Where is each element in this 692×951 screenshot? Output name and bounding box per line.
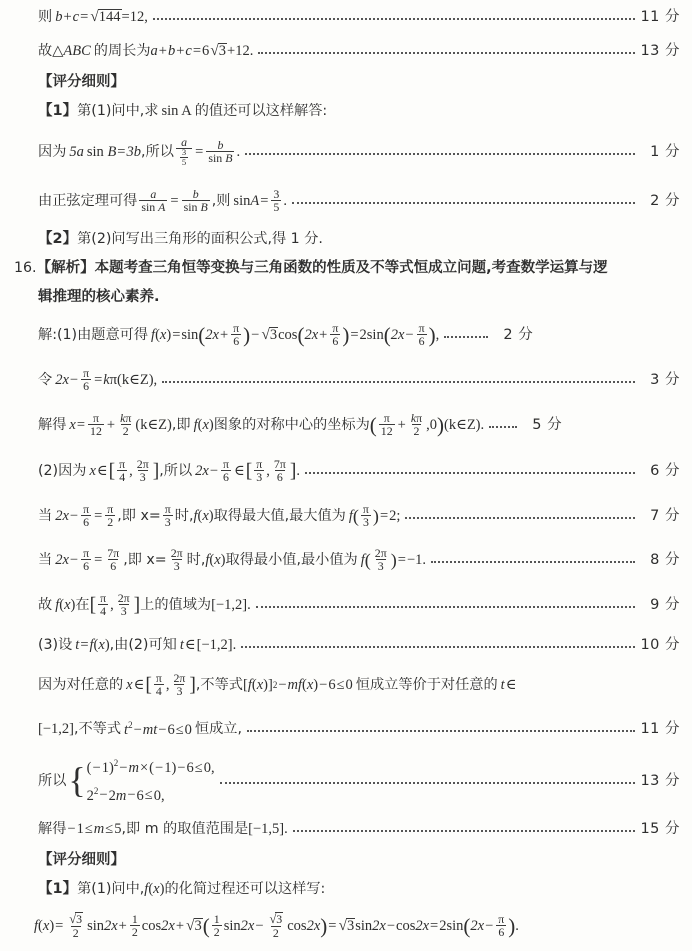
solution-line-7pts	[0, 494, 692, 538]
formula-x-value-min: $\frac{2\pi}{3}$	[170, 545, 183, 573]
expr-fx-b: f(x)	[144, 880, 165, 897]
points-label: 9 分	[650, 596, 680, 613]
text-by-law-of-sines: 由正弦定理可得	[38, 192, 138, 209]
punct-comma: ,	[139, 880, 145, 897]
formula-max-value: f ( $\frac{\pi}{3}$ ) = 2 ;	[348, 501, 401, 529]
line-prefix-ze: 则	[38, 8, 53, 25]
analysis-text-line2-row	[0, 282, 692, 312]
dot-leader	[220, 774, 635, 789]
formula-symmetry-center: x = $\frac{\pi}{12}$ + $\frac{k\pi}{2}$ (k∈Z)	[69, 410, 172, 438]
text-m-range: ,即 m 的取值范围是	[121, 820, 249, 837]
dot-leader	[292, 194, 635, 209]
dot-leader	[489, 418, 517, 432]
formula-t-equals-fx: t=f(x)	[75, 636, 110, 653]
text-therefore-4: 所以	[38, 772, 67, 789]
text-because: 因为	[38, 143, 67, 160]
points-label: 13 分	[640, 42, 680, 59]
punct-comma: ,	[188, 507, 194, 524]
text-part1-lead: (1)由题意可得	[56, 326, 149, 343]
punct-colon: :	[52, 326, 57, 343]
formula-law-of-sines: $\frac{a}{\text{sin A}}$ = $\frac{b}{\text{sin B}}$	[141, 186, 208, 214]
points-label: 6 分	[650, 462, 680, 479]
expr-fx-min: f(x)	[205, 551, 226, 568]
text-equivalent: 恒成立等价于对任意的	[355, 676, 498, 693]
points-label: 8 分	[650, 551, 680, 568]
value-m-range: [−1,5]	[248, 820, 285, 837]
text-let: 令	[38, 371, 53, 388]
text-when-suffix-2: 时	[186, 551, 201, 568]
answer-line-13pts	[0, 34, 692, 68]
solution-line-9pts: 故 f(x) 在 [ $\frac{\pi}{4}$ , $\frac{2\pi}{3}$ ] 上的值域为 [−1,2] . 9 分	[38, 590, 680, 618]
expr-fx-range: f(x)	[55, 596, 76, 613]
formula-t-range: t∈[−1,2].	[179, 636, 237, 653]
text-when-2: 当	[38, 551, 53, 568]
dot-leader	[247, 722, 635, 737]
formula-x-value-max: $\frac{\pi}{3}$	[164, 501, 171, 529]
solution-line-11pts	[0, 708, 692, 750]
text-solution: 解	[38, 326, 53, 343]
expr-sin-a: sin A	[161, 102, 192, 119]
text-therefore-3: 故	[38, 596, 53, 613]
formula-b-plus-c: b + c = √144 =12,	[55, 8, 148, 26]
formula-t-quadratic: $t^2-mt-6\le 0$	[124, 719, 192, 738]
points-label: 10 分	[640, 636, 680, 653]
dot-leader	[256, 598, 635, 613]
text-always-holds: 恒成立	[194, 720, 238, 737]
text-qiu: 求	[144, 102, 159, 119]
dot-leader	[162, 373, 635, 388]
formula-min-value: f ( $\frac{2\pi}{3}$ ) = −1 .	[360, 545, 426, 573]
sqrt-icon: √3	[261, 326, 278, 344]
text-max-value: 取得最大值,最大值为	[213, 507, 346, 524]
dot-leader	[444, 328, 488, 343]
item-marker-1: 【1】	[38, 102, 78, 119]
text-then: 则	[216, 192, 231, 209]
solution-line-10pts	[0, 628, 692, 662]
points-label: 2 分	[503, 326, 534, 343]
solution-line-13pts	[0, 750, 692, 812]
formula-m-bounds: −1≤m≤5	[67, 820, 122, 837]
text-inequality: ,不等式	[195, 676, 243, 693]
detail-item-1	[0, 96, 692, 126]
formula-kpi: 2x − $\frac{\pi}{6}$ = k π (k∈Z) ,	[55, 365, 158, 393]
formula-x-interval-2: x ∈ [ $\frac{\pi}{4}$ , $\frac{2\pi}{3}$ ]	[126, 670, 196, 698]
detail-item-2	[0, 224, 692, 254]
problem-number: 16.	[14, 259, 37, 276]
triangle-abc: △ABC	[52, 42, 91, 59]
formula-domain-interval: [ $\frac{\pi}{4}$ , $\frac{2\pi}{3}$ ]	[89, 590, 141, 618]
text-inequality-2: ,不等式	[73, 720, 122, 737]
punct-colon: :	[322, 102, 328, 119]
punct-comma: ,	[139, 102, 145, 119]
sqrt-icon: √3	[210, 42, 227, 60]
text-for-any: 因为对任意的	[38, 676, 124, 693]
solution-line-3pts	[0, 358, 692, 402]
system-of-inequalities	[68, 759, 214, 803]
formula-perimeter: a + b + c = 6 √3 +12.	[150, 42, 254, 60]
detail-text-1b: 第(1)问中	[77, 880, 140, 897]
punct-colon: :	[320, 880, 326, 897]
detail-item-1b	[0, 874, 692, 904]
punct-comma: ,	[237, 720, 243, 737]
text-part3-lead: (3)设	[38, 636, 73, 653]
points-label: 5 分	[532, 416, 563, 433]
item-marker-1b: 【1】	[38, 880, 78, 897]
dot-leader	[245, 145, 635, 160]
text-part2-lead: (2)因为	[38, 462, 87, 479]
text-therefore-2: ,所以	[159, 462, 193, 479]
expr-fx: f(x)	[193, 416, 214, 433]
formula-5asinB: 5a sin B=3b	[69, 143, 141, 160]
solution-line-8pts	[0, 538, 692, 582]
solution-line-6pts	[0, 448, 692, 494]
solution-line-equivalence	[0, 662, 692, 708]
expr-t-in: t∈	[500, 676, 517, 693]
formula-t-interval-inequality: [−1,2]	[38, 720, 74, 737]
detail-points-2: 得 1 分.	[271, 230, 323, 247]
formula-nested-fraction: $\frac{a}{\frac{3}{5}}$ = $\frac{b}{\text{sin B}}$ .	[174, 136, 240, 168]
punct-comma: ,	[140, 143, 146, 160]
text-when: 当	[38, 507, 53, 524]
text-from-part2: ,由(2)可知	[109, 636, 177, 653]
dot-leader	[258, 44, 635, 59]
answer-line-11pts	[0, 0, 692, 34]
points-label: 2 分	[650, 192, 680, 209]
dot-leader	[405, 509, 635, 523]
text-solved-2: 解得	[38, 820, 67, 837]
text-that-is-x: ,即 x=	[117, 507, 161, 524]
problem-16-analysis	[0, 254, 692, 282]
detail-text-2: 第(2)问写出三角形的面积公式	[77, 230, 268, 247]
item-marker-2: 【2】	[38, 230, 78, 247]
text-that-is-x-2: ,即 x=	[123, 551, 167, 568]
left-brace-icon: {	[68, 760, 86, 801]
analysis-text-line1: 本题考查三角恒等变换与三角函数的性质及不等式恒成立问题,考查数学运算与逻	[94, 259, 608, 276]
text-therefore: 所以	[145, 143, 174, 160]
punct-comma: ,	[267, 230, 272, 247]
solution-line-2pts	[0, 312, 692, 358]
expr-fx-max: f(x)	[193, 507, 214, 524]
text-min-value: 取得最小值,最小值为	[225, 551, 358, 568]
formula-fx-simplify: f ( x ) = sin ( 2x + $\frac{\pi}{6}$ ) − √3 cos ( 2x + $\frac{\pi}{6}$ ) = 2sin ( 2x − $\frac{\pi}{6}$ ) ,	[151, 320, 440, 348]
detail-text: 第(1)问中	[77, 102, 140, 119]
points-label: 7 分	[650, 507, 680, 524]
final-simplification-formula	[0, 904, 692, 948]
formula-sinA-value: sin A = $\frac{3}{5}$ .	[233, 186, 287, 214]
system-row-1: $(-1)^2-m\times(-1)-6\le 0$,	[86, 758, 215, 776]
dot-leader	[431, 553, 635, 567]
formula-max-condition: 2x − $\frac{\pi}{6}$ = $\frac{\pi}{2}$	[55, 501, 114, 529]
heading-scoring-details-2	[0, 846, 692, 874]
text-perimeter: 的周长为	[93, 42, 151, 59]
analysis-text-line2: 辑推理的核心素养.	[38, 288, 160, 305]
text-solved: 解得	[38, 416, 67, 433]
dot-leader	[293, 822, 635, 837]
heading-scoring-details-1	[0, 68, 692, 96]
sqrt-icon: √144	[90, 8, 121, 26]
text-that-is: ,即	[171, 416, 191, 433]
punct-comma: ,	[200, 551, 206, 568]
solution-line-5pts	[0, 402, 692, 448]
points-label: 13 分	[640, 772, 680, 789]
text-when-suffix: 时	[174, 507, 189, 524]
points-label: 3 分	[650, 371, 680, 388]
detail-text-simplify: 的化简过程还可以这样写	[164, 880, 321, 897]
analysis-label: 【解析】	[36, 259, 95, 276]
answer-line-2pts	[0, 178, 692, 224]
formula-2x-interval: 2x − $\frac{\pi}{6}$ ∈ [ $\frac{\pi}{3}$ , $\frac{7\pi}{6}$ ] .	[195, 456, 300, 484]
text-on: 在	[75, 596, 90, 613]
text-symmetry-center: 图象的对称中心的坐标为	[213, 416, 370, 433]
scoring-details-title: 【评分细则】	[38, 73, 125, 90]
answer-line-1pt	[0, 126, 692, 178]
points-label: 11 分	[640, 720, 680, 737]
formula-fx-full-expansion: f ( x ) = $\frac{√3}{2}$ sin 2x + $\frac{1}{2}$ cos 2x + √3 ( $\frac{1}{2}$ sin 2x − $\frac{√3}{2}$ cos 2x ) = √3 sin 2x − cos 2x = 2sin ( 2x − $\frac{\pi}{6}$ ) .	[34, 911, 519, 940]
value-range: [−1,2]	[211, 596, 248, 613]
formula-inequality-fx: [ f ( x )] 2 − mf ( x ) − 6 ≤ 0	[242, 676, 353, 693]
solution-line-15pts: 解得 −1≤m≤5 ,即 m 的取值范围是 [−1,5] . 15 分	[38, 820, 680, 837]
detail-text-tail: 的值还可以这样解答	[194, 102, 323, 119]
dot-leader	[153, 10, 635, 25]
points-label: 15 分	[640, 820, 680, 837]
points-label: 1 分	[650, 143, 680, 160]
formula-min-condition: 2x − $\frac{\pi}{6}$ = $\frac{7\pi}{6}$	[55, 545, 120, 573]
scoring-details-title-2: 【评分细则】	[38, 851, 125, 868]
line-prefix-gu: 故	[38, 42, 53, 59]
text-range-is: 上的值域为	[140, 596, 212, 613]
formula-x-interval: x ∈ [ $\frac{\pi}{4}$ , $\frac{2\pi}{3}$ ]	[89, 456, 160, 484]
points-label: 11 分	[640, 8, 680, 25]
system-row-2: $2^2-2m-6\le 0$,	[86, 785, 165, 804]
punct-comma: ,	[211, 192, 217, 209]
dot-leader	[305, 464, 635, 479]
formula-center-coords: ( $\frac{\pi}{12}$ + $\frac{k\pi}{2}$ ,0 ) (k∈Z) .	[369, 410, 485, 438]
dot-leader	[241, 638, 635, 653]
